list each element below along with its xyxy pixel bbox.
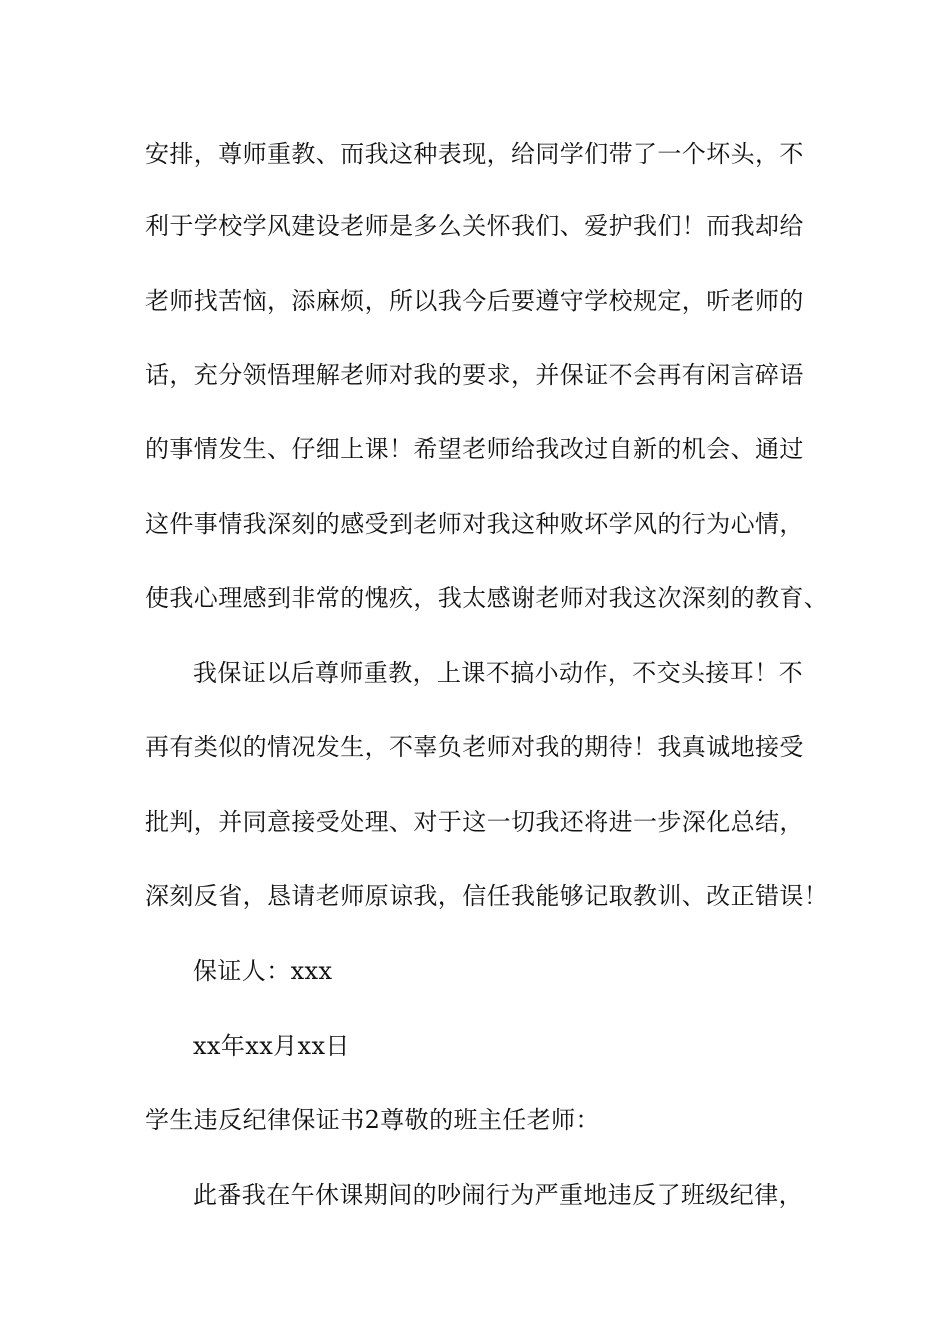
paragraph-line: 的事情发生、仔细上课！希望老师给我改过自新的机会、通过: [145, 435, 804, 463]
paragraph-line: 利于学校学风建设老师是多么关怀我们、爱护我们！而我却给: [145, 212, 804, 240]
paragraph-line: 再有类似的情况发生，不辜负老师对我的期待！我真诚地接受: [145, 733, 804, 761]
paragraph-line: 此番我在午休课期间的吵闹行为严重地违反了班级纪律，: [193, 1181, 803, 1209]
guarantor-line: 保证人：xxx: [193, 957, 333, 985]
paragraph-line: 老师找苦恼，添麻烦，所以我今后要遵守学校规定，听老师的: [145, 287, 804, 315]
paragraph-line: 我保证以后尊师重教，上课不搞小动作，不交头接耳！不: [193, 659, 803, 687]
paragraph-line: 话，充分领悟理解老师对我的要求，并保证不会再有闲言碎语: [145, 361, 804, 389]
paragraph-line: 深刻反省，恳请老师原谅我，信任我能够记取教训、改正错误！: [145, 882, 829, 910]
paragraph-line: 使我心理感到非常的愧疚，我太感谢老师对我这次深刻的教育、: [145, 584, 829, 612]
section-heading: 学生违反纪律保证书2尊敬的班主任老师：: [145, 1106, 600, 1134]
paragraph-line: 这件事情我深刻的感受到老师对我这种败坏学风的行为心情，: [145, 510, 804, 538]
paragraph-line: 安排，尊师重教、而我这种表现，给同学们带了一个坏头，不: [145, 140, 804, 168]
paragraph-line: 批判，并同意接受处理、对于这一切我还将进一步深化总结，: [145, 808, 804, 836]
date-line: xx年xx月xx日: [193, 1032, 350, 1060]
